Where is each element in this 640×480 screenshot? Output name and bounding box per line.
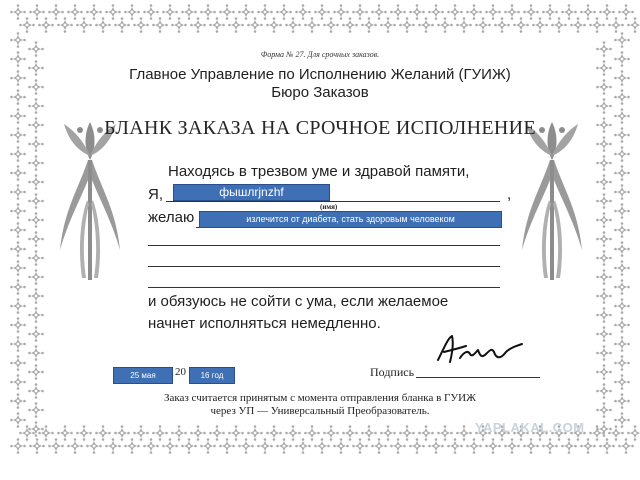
wish-field[interactable]: излечится от диабета, стать здоровым человеком <box>199 211 502 228</box>
border-flake-icon <box>95 17 111 33</box>
border-flake-icon <box>257 438 273 454</box>
border-flake-icon <box>28 250 44 266</box>
border-flake-icon <box>361 425 377 441</box>
wish-label: желаю <box>148 209 195 226</box>
border-flake-icon <box>209 425 225 441</box>
border-flake-icon <box>10 336 26 352</box>
border-flake-icon <box>143 438 159 454</box>
signature-scribble <box>430 330 525 370</box>
border-flake-icon <box>596 231 612 247</box>
border-flake-icon <box>67 4 83 20</box>
border-flake-icon <box>614 146 630 162</box>
border-flake-icon <box>342 425 358 441</box>
border-flake-icon <box>162 4 178 20</box>
border-flake-icon <box>133 17 149 33</box>
border-flake-icon <box>618 4 634 20</box>
border-flake-icon <box>28 212 44 228</box>
border-flake-icon <box>504 438 520 454</box>
bureau-name: Бюро Заказов <box>271 84 369 101</box>
organization-name: Главное Управление по Исполнению Желаний (ГУИЖ) <box>129 66 511 83</box>
border-flake-icon <box>28 326 44 342</box>
border-flake-icon <box>304 425 320 441</box>
border-flake-icon <box>285 425 301 441</box>
border-flake-icon <box>596 155 612 171</box>
left-ornament <box>60 122 120 280</box>
border-flake-icon <box>614 241 630 257</box>
border-flake-icon <box>513 17 529 33</box>
border-flake-icon <box>28 174 44 190</box>
border-flake-icon <box>10 279 26 295</box>
border-flake-icon <box>29 4 45 20</box>
border-flake-icon <box>570 17 586 33</box>
ya-label: Я, <box>148 186 163 203</box>
border-flake-icon <box>257 4 273 20</box>
border-flake-icon <box>247 17 263 33</box>
border-flake-icon <box>418 17 434 33</box>
border-flake-icon <box>209 17 225 33</box>
border-flake-icon <box>295 438 311 454</box>
border-flake-icon <box>614 317 630 333</box>
border-flake-icon <box>596 250 612 266</box>
border-flake-icon <box>10 374 26 390</box>
border-flake-icon <box>28 288 44 304</box>
border-flake-icon <box>10 32 26 48</box>
border-flake-icon <box>447 438 463 454</box>
border-flake-icon <box>523 438 539 454</box>
border-flake-icon <box>266 425 282 441</box>
border-flake-icon <box>456 17 472 33</box>
border-flake-icon <box>596 269 612 285</box>
year-prefix: 20 <box>175 366 186 378</box>
border-flake-icon <box>333 438 349 454</box>
border-flake-icon <box>105 438 121 454</box>
border-flake-icon <box>114 425 130 441</box>
border-flake-icon <box>38 425 54 441</box>
border-flake-icon <box>28 231 44 247</box>
border-flake-icon <box>596 212 612 228</box>
border-flake-icon <box>190 425 206 441</box>
border-flake-icon <box>48 438 64 454</box>
border-flake-icon <box>143 4 159 20</box>
border-flake-icon <box>475 17 491 33</box>
border-flake-icon <box>485 438 501 454</box>
border-flake-icon <box>28 193 44 209</box>
border-flake-icon <box>551 17 567 33</box>
border-flake-icon <box>504 4 520 20</box>
border-flake-icon <box>266 17 282 33</box>
border-flake-icon <box>57 425 73 441</box>
border-flake-icon <box>304 17 320 33</box>
border-flake-icon <box>219 4 235 20</box>
border-flake-icon <box>380 17 396 33</box>
border-flake-icon <box>614 222 630 238</box>
name-underline <box>166 201 500 202</box>
border-flake-icon <box>10 317 26 333</box>
border-flake-icon <box>28 421 44 437</box>
border-flake-icon <box>152 17 168 33</box>
border-flake-icon <box>447 4 463 20</box>
border-flake-icon <box>10 260 26 276</box>
border-flake-icon <box>10 438 26 454</box>
border-flake-icon <box>580 4 596 20</box>
border-flake-icon <box>596 193 612 209</box>
date-year-field[interactable]: 16 год <box>189 367 235 384</box>
border-flake-icon <box>589 17 605 33</box>
border-flake-icon <box>314 438 330 454</box>
border-flake-icon <box>152 425 168 441</box>
border-flake-icon <box>181 4 197 20</box>
border-flake-icon <box>614 355 630 371</box>
border-flake-icon <box>599 4 615 20</box>
border-flake-icon <box>10 298 26 314</box>
border-flake-icon <box>371 4 387 20</box>
border-flake-icon <box>596 288 612 304</box>
border-flake-icon <box>390 4 406 20</box>
right-ornament <box>522 122 582 280</box>
wish-underline-2 <box>148 245 500 246</box>
border-flake-icon <box>627 425 640 441</box>
border-flake-icon <box>390 438 406 454</box>
border-flake-icon <box>133 425 149 441</box>
border-flake-icon <box>614 336 630 352</box>
border-flake-icon <box>285 17 301 33</box>
border-flake-icon <box>361 17 377 33</box>
border-flake-icon <box>124 4 140 20</box>
border-flake-icon <box>38 17 54 33</box>
border-flake-icon <box>561 438 577 454</box>
border-flake-icon <box>76 425 92 441</box>
border-flake-icon <box>190 17 206 33</box>
border-flake-icon <box>437 17 453 33</box>
border-flake-icon <box>618 438 634 454</box>
border-flake-icon <box>228 17 244 33</box>
border-flake-icon <box>10 146 26 162</box>
border-flake-icon <box>437 425 453 441</box>
border-flake-icon <box>28 155 44 171</box>
border-flake-icon <box>456 425 472 441</box>
name-caption: (имя) <box>320 203 338 211</box>
border-flake-icon <box>409 4 425 20</box>
border-flake-icon <box>428 438 444 454</box>
date-day-field[interactable]: 25 мая <box>113 367 173 384</box>
border-flake-icon <box>228 425 244 441</box>
border-flake-icon <box>371 438 387 454</box>
border-flake-icon <box>238 438 254 454</box>
border-flake-icon <box>57 17 73 33</box>
border-flake-icon <box>105 4 121 20</box>
border-flake-icon <box>466 438 482 454</box>
border-flake-icon <box>162 438 178 454</box>
border-flake-icon <box>314 4 330 20</box>
form-number: Форма № 27. Для срочных заказов. <box>260 50 380 59</box>
border-flake-icon <box>238 4 254 20</box>
border-flake-icon <box>596 307 612 323</box>
border-flake-icon <box>409 438 425 454</box>
border-flake-icon <box>114 17 130 33</box>
border-flake-icon <box>171 17 187 33</box>
border-flake-icon <box>608 17 624 33</box>
border-flake-icon <box>247 425 263 441</box>
border-flake-icon <box>200 438 216 454</box>
border-flake-icon <box>596 364 612 380</box>
name-comma: , <box>507 186 512 203</box>
border-flake-icon <box>10 222 26 238</box>
border-flake-icon <box>627 17 640 33</box>
sanity-statement: Находясь в трезвом уме и здравой памяти, <box>168 163 470 180</box>
border-flake-icon <box>200 4 216 20</box>
border-flake-icon <box>276 4 292 20</box>
border-flake-icon <box>418 425 434 441</box>
border-flake-icon <box>614 260 630 276</box>
border-flake-icon <box>28 269 44 285</box>
border-flake-icon <box>399 17 415 33</box>
border-flake-icon <box>614 374 630 390</box>
border-flake-icon <box>399 425 415 441</box>
border-flake-icon <box>28 364 44 380</box>
border-flake-icon <box>10 184 26 200</box>
border-flake-icon <box>485 4 501 20</box>
border-flake-icon <box>323 425 339 441</box>
border-flake-icon <box>76 17 92 33</box>
border-flake-icon <box>614 279 630 295</box>
border-flake-icon <box>19 17 35 33</box>
border-flake-icon <box>171 425 187 441</box>
border-flake-icon <box>428 4 444 20</box>
border-flake-icon <box>542 4 558 20</box>
border-flake-icon <box>95 425 111 441</box>
border-flake-icon <box>342 17 358 33</box>
footer-note-1: Заказ считается принятым с момента отправления бланка в ГУИЖ <box>163 392 476 404</box>
border-flake-icon <box>19 425 35 441</box>
border-flake-icon <box>599 438 615 454</box>
border-flake-icon <box>596 345 612 361</box>
border-flake-icon <box>352 4 368 20</box>
form-title: БЛАНК ЗАКАЗА НА СРОЧНОЕ ИСПОЛНЕНИЕ <box>104 117 536 139</box>
border-flake-icon <box>542 438 558 454</box>
border-flake-icon <box>124 438 140 454</box>
name-field[interactable]: фышлrjnzhf <box>173 184 330 201</box>
site-watermark: YAPLAKAL.COM <box>475 420 585 435</box>
border-flake-icon <box>181 438 197 454</box>
border-flake-icon <box>614 298 630 314</box>
signature-underline <box>416 377 540 378</box>
border-flake-icon <box>323 17 339 33</box>
signature-label: Подпись <box>370 365 415 379</box>
border-flake-icon <box>596 326 612 342</box>
border-flake-icon <box>10 241 26 257</box>
border-flake-icon <box>614 165 630 181</box>
border-flake-icon <box>28 345 44 361</box>
border-flake-icon <box>561 4 577 20</box>
border-flake-icon <box>532 17 548 33</box>
border-flake-icon <box>276 438 292 454</box>
border-flake-icon <box>219 438 235 454</box>
border-flake-icon <box>10 4 26 20</box>
wish-underline-4 <box>148 287 500 288</box>
pledge-line-2: начнет исполняться немедленно. <box>148 315 381 332</box>
border-flake-icon <box>10 165 26 181</box>
border-flake-icon <box>29 438 45 454</box>
border-flake-icon <box>86 438 102 454</box>
border-flake-icon <box>333 4 349 20</box>
border-flake-icon <box>352 438 368 454</box>
footer-note-2: через УП — Универсальный Преобразователь. <box>210 405 430 417</box>
pledge-line-1: и обязуюсь не сойти с ума, если желаемое <box>148 293 449 310</box>
border-flake-icon <box>596 174 612 190</box>
border-flake-icon <box>614 203 630 219</box>
border-flake-icon <box>28 307 44 323</box>
border-flake-icon <box>86 4 102 20</box>
border-flake-icon <box>580 438 596 454</box>
border-flake-icon <box>523 4 539 20</box>
border-flake-icon <box>10 355 26 371</box>
border-flake-icon <box>614 184 630 200</box>
border-flake-icon <box>48 4 64 20</box>
border-flake-icon <box>10 203 26 219</box>
wish-underline-3 <box>148 266 500 267</box>
border-flake-icon <box>614 32 630 48</box>
border-flake-icon <box>295 4 311 20</box>
border-flake-icon <box>67 438 83 454</box>
border-flake-icon <box>466 4 482 20</box>
border-flake-icon <box>494 17 510 33</box>
border-flake-icon <box>380 425 396 441</box>
